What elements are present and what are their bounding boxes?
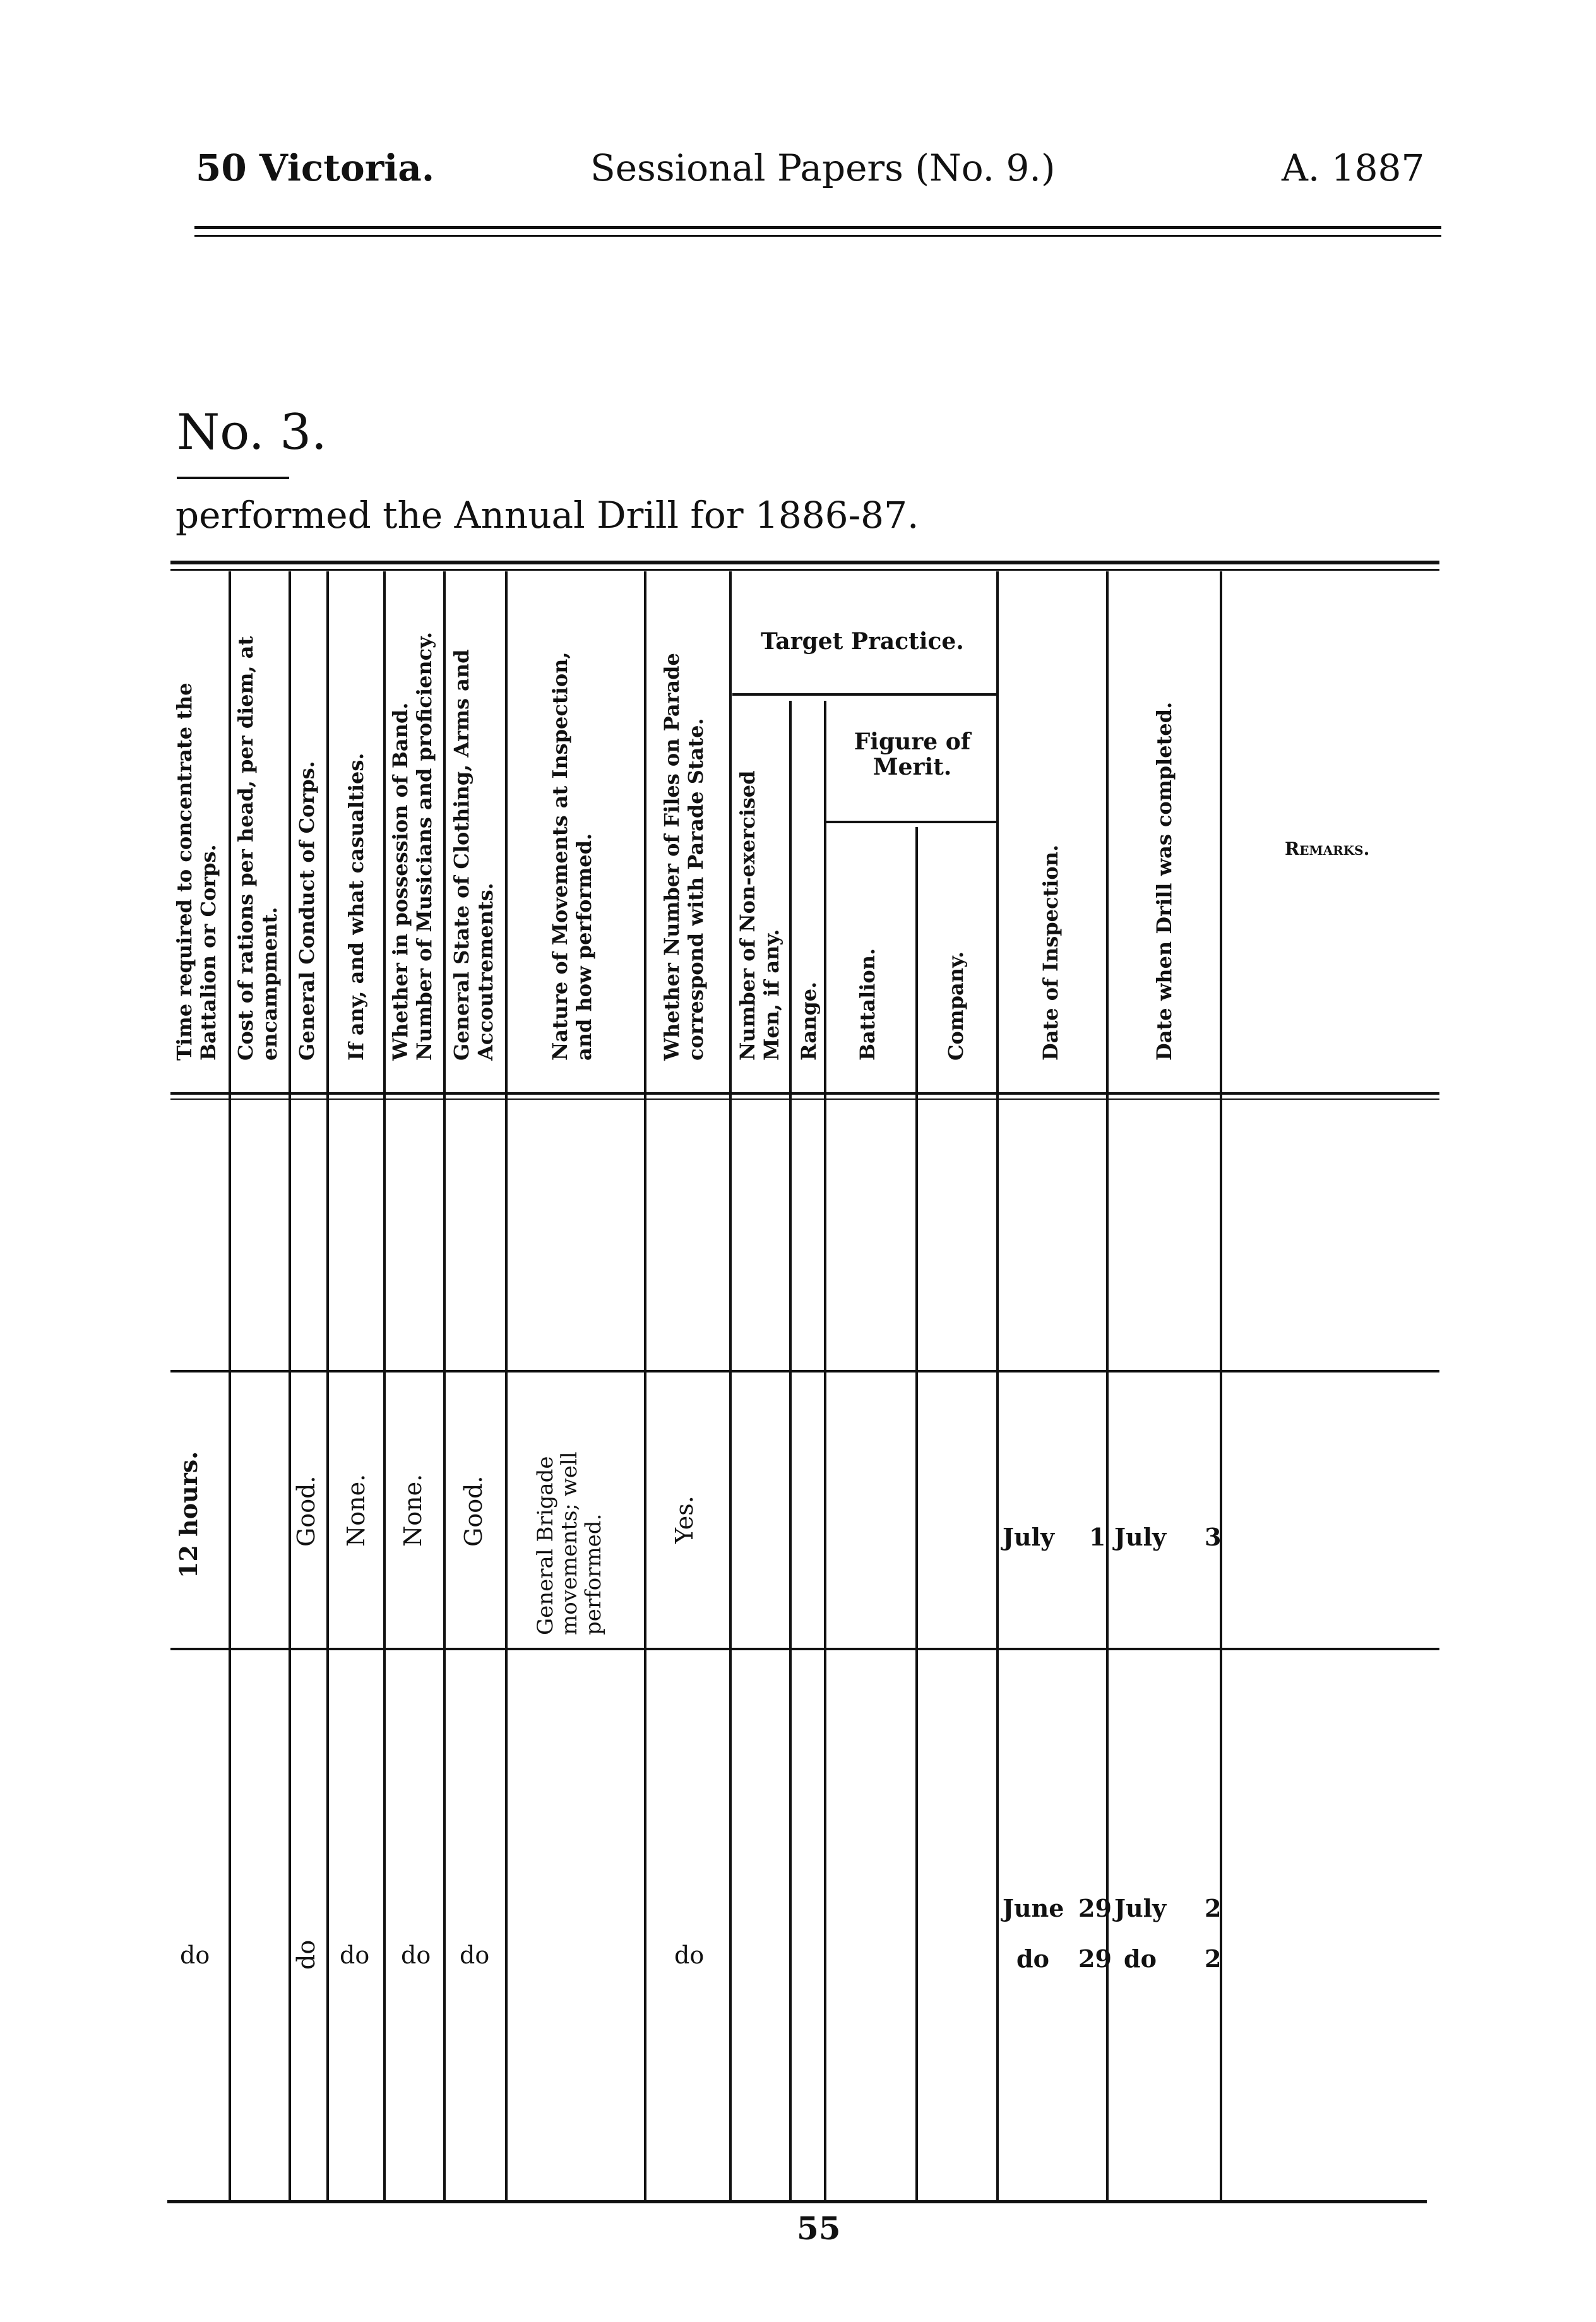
row1-inspection-day: 1 bbox=[1089, 1523, 1106, 1551]
col-rule bbox=[729, 571, 732, 2200]
col-rule bbox=[326, 571, 329, 2200]
doc-number: No. 3. bbox=[177, 404, 327, 461]
col-header-movements: Nature of Movements at Inspection, and how performed. bbox=[548, 652, 596, 1061]
row-rule bbox=[170, 1648, 1439, 1650]
col-header-figure-of-merit: Figure of Merit. bbox=[854, 729, 971, 780]
col-header-time: Time required to concentrate the Battalion or Corps. bbox=[172, 682, 220, 1061]
col-rule bbox=[383, 571, 386, 2200]
col-header-remarks: Remarks. bbox=[1285, 838, 1370, 859]
col-rule bbox=[229, 571, 231, 2200]
table-bottom-rule bbox=[167, 2200, 1427, 2203]
col-header-target-practice: Target Practice. bbox=[761, 628, 964, 655]
row2-inspection-month: do bbox=[1016, 1944, 1049, 1973]
row2-completed-month: July bbox=[1114, 1894, 1167, 1922]
row2-band: do bbox=[401, 1941, 431, 1969]
doc-number-underline bbox=[177, 477, 289, 479]
running-head-center: Sessional Papers (No. 9.) bbox=[590, 146, 1056, 189]
target-practice-rule bbox=[732, 693, 996, 696]
row2-conduct: do bbox=[292, 1939, 320, 1970]
col-rule bbox=[996, 571, 999, 2200]
row1-files: Yes. bbox=[670, 1496, 698, 1544]
row1-movements: General Brigade movements; well performed. bbox=[533, 1451, 606, 1635]
col-header-cost: Cost of rations per head, per diem, at encampment. bbox=[234, 636, 282, 1061]
row2-casualties: do bbox=[340, 1941, 370, 1969]
col-rule bbox=[289, 571, 291, 2200]
row2-inspection-day: 29 bbox=[1078, 1944, 1112, 1973]
header-bottom-rule-2 bbox=[170, 1098, 1439, 1100]
row1-completed-day: 3 bbox=[1205, 1523, 1222, 1551]
col-rule bbox=[789, 701, 792, 2200]
col-header-files: Whether Number of Files on Parade correspond with Parade State. bbox=[660, 653, 708, 1061]
running-head-left: 50 Victoria. bbox=[196, 146, 435, 189]
row1-band: None. bbox=[399, 1474, 427, 1547]
row2-completed-day: 2 bbox=[1205, 1894, 1222, 1922]
row1-completed-month: July bbox=[1114, 1523, 1167, 1551]
row2-completed-month: do bbox=[1124, 1944, 1157, 1973]
row2-time: do bbox=[180, 1941, 210, 1969]
row1-time: 12 hours. bbox=[174, 1451, 203, 1578]
row1-casualties: None. bbox=[342, 1474, 370, 1547]
col-header-band: Whether in possession of Band. Number of Musicians and proficiency. bbox=[388, 631, 436, 1061]
row1-inspection-month: July bbox=[1003, 1523, 1055, 1551]
col-header-date-completed: Date when Drill was completed. bbox=[1152, 701, 1176, 1061]
col-header-battalion: Battalion. bbox=[855, 948, 879, 1061]
table-top-rule bbox=[170, 561, 1439, 564]
table-top-rule-2 bbox=[170, 569, 1439, 571]
row2-completed-day: 2 bbox=[1205, 1944, 1222, 1973]
col-header-conduct: General Conduct of Corps. bbox=[295, 761, 319, 1061]
row2-clothing: do bbox=[460, 1941, 490, 1969]
col-rule bbox=[915, 827, 918, 2200]
header-rule-top bbox=[194, 226, 1441, 229]
row2-files: do bbox=[674, 1941, 705, 1969]
running-head-right: A. 1887 bbox=[1282, 146, 1425, 189]
col-header-non-exercised: Number of Non-exercised Men, if any. bbox=[735, 770, 783, 1061]
col-rule bbox=[824, 701, 826, 2200]
row1-clothing: Good. bbox=[460, 1475, 487, 1547]
header-rule-bottom bbox=[194, 235, 1441, 237]
col-header-company: Company. bbox=[944, 951, 968, 1061]
header-bottom-rule bbox=[170, 1092, 1439, 1095]
col-rule bbox=[505, 571, 508, 2200]
col-header-clothing: General State of Clothing, Arms and Accoutrements. bbox=[450, 649, 497, 1061]
figure-of-merit-rule bbox=[826, 821, 996, 823]
col-header-date-inspection: Date of Inspection. bbox=[1039, 844, 1063, 1061]
subtitle: performed the Annual Drill for 1886-87. bbox=[176, 494, 919, 537]
page-number: 55 bbox=[797, 2210, 841, 2247]
col-rule bbox=[644, 571, 646, 2200]
col-header-range: Range. bbox=[797, 981, 821, 1061]
col-rule bbox=[443, 571, 446, 2200]
col-header-casualties: If any, and what casualties. bbox=[344, 753, 368, 1061]
row2-inspection-month: June bbox=[1003, 1894, 1064, 1922]
row1-conduct: Good. bbox=[292, 1475, 320, 1547]
row2-inspection-day: 29 bbox=[1078, 1894, 1112, 1922]
row-rule bbox=[170, 1370, 1439, 1372]
